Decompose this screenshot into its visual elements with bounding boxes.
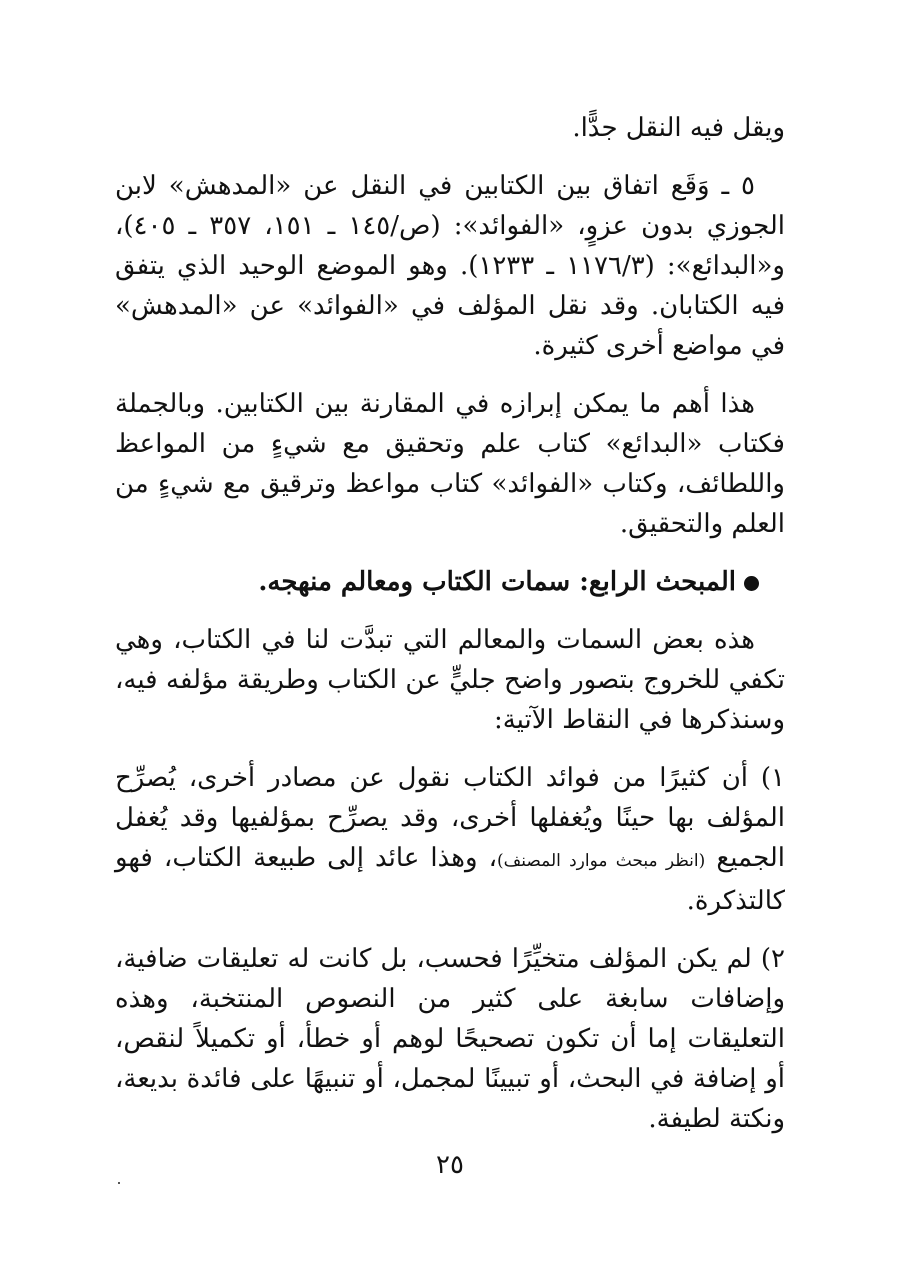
document-body — [115, 108, 785, 1139]
section-heading — [115, 562, 785, 602]
feature-1-note: (انظر مبحث موارد المصنف) — [497, 851, 706, 871]
paragraph-feature-2: ٢) لم يكن المؤلف متخيِّرًا فحسب، بل كانت له تعليقات ضافية، وإضافات سابغة على كثير من النصوص المنتخبة، وهذه التعليقات إما أن تكون تصحيحًا لوهم أو خطأ، أو تكميلاً لنقص، أو إضافة في البحث، أو تبيينًا لمجمل، أو تنبيهًا على فائدة بديعة، ونكتة لطيفة. — [115, 944, 785, 1134]
paragraph-point-5: ٥ ـ وَقَع اتفاق بين الكتابين في النقل عن «المدهش» لابن الجوزي بدون عزوٍ، «الفوائد»: (ص/١٤٥ ـ ١٥١، ٣٥٧ ـ ٤٠٥)، و«البدائع»: (١١٧٦/٣ ـ ١٢٣٣). وهو الموضع الوحيد الذي يتفق فيه الكتابان. وقد نقل المؤلف في «الفوائد» عن «المدهش» في مواضع أخرى كثيرة. — [115, 171, 785, 361]
scan-speck — [118, 1182, 120, 1184]
page-number: ٢٥ — [436, 1150, 464, 1180]
section-heading-text: المبحث الرابع: سمات الكتاب ومعالم منهجه. — [258, 567, 736, 597]
paragraph-intro-features: هذه بعض السمات والمعالم التي تبدَّت لنا في الكتاب، وهي تكفي للخروج بتصور واضح جليٍّ عن الكتاب وطريقة مؤلفه فيه، وسنذكرها في النقاط الآتية: — [115, 625, 785, 735]
paragraph-comparison-summary: هذا أهم ما يمكن إبرازه في المقارنة بين الكتابين. وبالجملة فكتاب «البدائع» كتاب علم وتحقيق مع شيءٍ من المواعظ واللطائف، وكتاب «الفوائد» كتاب مواعظ وترقيق مع شيءٍ من العلم والتحقيق. — [115, 389, 785, 539]
feature-1-text-b: ، وهذا عائد إلى طبيعة الكتاب، فهو كالتذكرة. — [115, 843, 785, 916]
paragraph-feature-1 — [115, 758, 785, 921]
feature-1-text-a: ١) أن كثيرًا من فوائد الكتاب نقول عن مصادر أخرى، يُصرِّح المؤلف بها حينًا ويُغفلها أخرى، وقد يصرِّح بمؤلفيها وقد يُغفل الجميع — [115, 763, 786, 873]
paragraph-continuation: ويقل فيه النقل جدًّا. — [572, 113, 785, 143]
bullet-icon — [744, 576, 759, 591]
